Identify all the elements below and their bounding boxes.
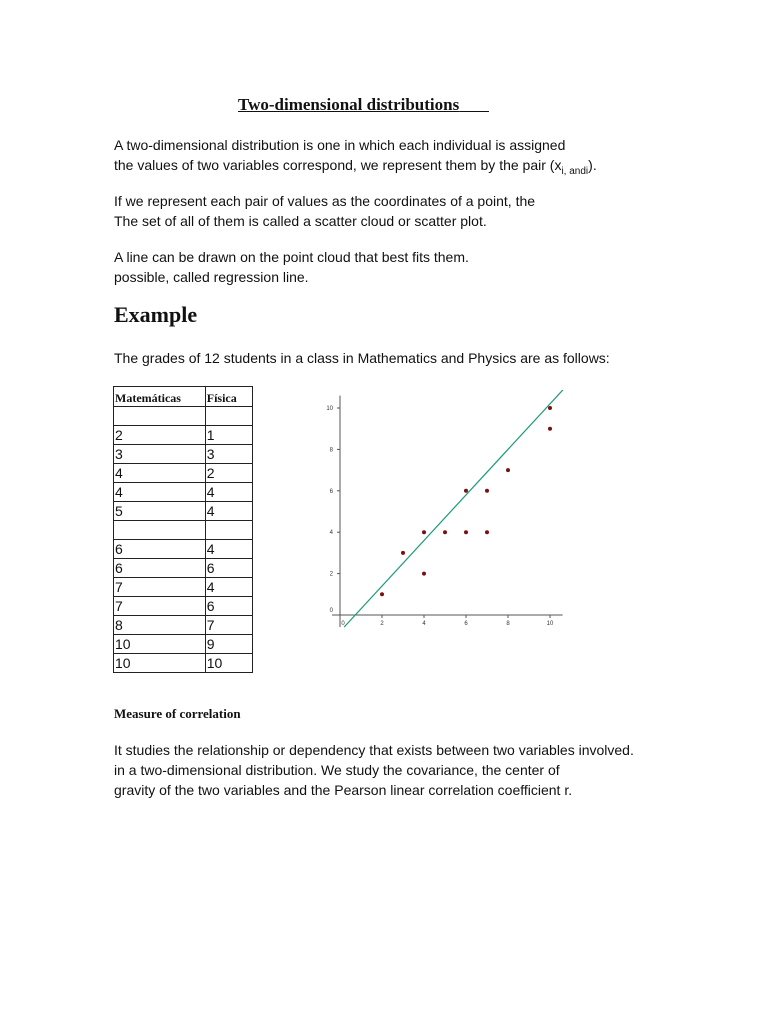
title-text: Two-dimensional distributions xyxy=(238,95,460,114)
paragraph-definition xyxy=(114,135,597,182)
table-row xyxy=(114,540,253,559)
data-point xyxy=(506,468,510,472)
cell-physics: 4 xyxy=(205,483,252,502)
x-tick-label: 10 xyxy=(546,621,554,627)
y-tick-label: 8 xyxy=(329,447,333,454)
pair-prefix: the values of two variables correspond, we represent them by the pair (x xyxy=(114,157,562,173)
y-tick-label: 2 xyxy=(329,571,333,578)
cell-math: 2 xyxy=(114,426,206,445)
paragraph-line: gravity of the two variables and the Pearson linear correlation coefficient r. xyxy=(114,782,573,798)
table-row xyxy=(114,502,253,521)
x-tick-label: 8 xyxy=(506,621,510,627)
regression-line xyxy=(344,390,570,627)
cell-physics: 2 xyxy=(205,464,252,483)
scatter-chart xyxy=(310,390,580,630)
header-math: Matemáticas xyxy=(114,387,206,407)
page-title xyxy=(238,95,489,115)
y-tick-label: 4 xyxy=(329,530,333,537)
cell-math: 6 xyxy=(114,559,206,578)
paragraph-line: It studies the relationship or dependency that exists between two variables involved. xyxy=(114,742,634,758)
table-row xyxy=(114,426,253,445)
paragraph-regression xyxy=(114,247,469,287)
data-point xyxy=(401,551,405,555)
paragraph-line: A two-dimensional distribution is one in which each individual is assigned xyxy=(114,137,566,153)
table-row xyxy=(114,521,253,540)
x-tick-label: 0 xyxy=(341,621,345,627)
paragraph-scatter xyxy=(114,191,535,231)
data-point xyxy=(443,530,447,534)
cell-math xyxy=(114,407,206,426)
example-intro: The grades of 12 students in a class in Mathematics and Physics are as follows: xyxy=(114,350,610,366)
y-tick-label: 10 xyxy=(326,406,333,412)
cell-math: 4 xyxy=(114,483,206,502)
cell-math: 3 xyxy=(114,445,206,464)
table-row xyxy=(114,635,253,654)
data-point xyxy=(464,530,468,534)
table-row xyxy=(114,616,253,635)
table-row xyxy=(114,654,253,673)
data-point xyxy=(422,530,426,534)
cell-physics: 3 xyxy=(205,445,252,464)
cell-physics: 9 xyxy=(205,635,252,654)
cell-physics: 4 xyxy=(205,578,252,597)
paragraph-line: in a two-dimensional distribution. We study the covariance, the center of xyxy=(114,762,560,778)
grades-table xyxy=(113,386,253,673)
x-tick-label: 4 xyxy=(422,621,426,627)
pair-suffix: ). xyxy=(588,157,597,173)
paragraph-correlation xyxy=(114,740,634,800)
paragraph-line xyxy=(114,155,597,182)
cell-math: 6 xyxy=(114,540,206,559)
data-point xyxy=(464,489,468,493)
paragraph-line: possible, called regression line. xyxy=(114,269,309,285)
data-point xyxy=(485,489,489,493)
table-row xyxy=(114,483,253,502)
chart-points xyxy=(380,406,552,596)
correlation-heading: Measure of correlation xyxy=(114,706,241,721)
cell-physics: 6 xyxy=(205,559,252,578)
chart-tick-labels xyxy=(326,406,554,627)
cell-math: 8 xyxy=(114,616,206,635)
table-row xyxy=(114,578,253,597)
cell-physics: 4 xyxy=(205,540,252,559)
cell-physics xyxy=(205,407,252,426)
table-row xyxy=(114,559,253,578)
paragraph-line: A line can be drawn on the point cloud that best fits them. xyxy=(114,249,469,265)
cell-math: 7 xyxy=(114,578,206,597)
cell-math: 10 xyxy=(114,635,206,654)
data-point xyxy=(380,592,384,596)
x-tick-label: 6 xyxy=(464,621,468,627)
cell-physics: 1 xyxy=(205,426,252,445)
paragraph-line: If we represent each pair of values as the coordinates of a point, the xyxy=(114,193,536,209)
data-point xyxy=(548,427,552,431)
data-point xyxy=(485,530,489,534)
cell-math: 4 xyxy=(114,464,206,483)
table-body xyxy=(114,407,253,673)
table-header-row xyxy=(114,387,253,407)
table-row xyxy=(114,445,253,464)
example-heading: Example xyxy=(114,302,198,327)
cell-math xyxy=(114,521,206,540)
cell-physics xyxy=(205,521,252,540)
table-row xyxy=(114,464,253,483)
cell-physics: 7 xyxy=(205,616,252,635)
data-point xyxy=(548,406,552,410)
paragraph-line: The set of all of them is called a scatter cloud or scatter plot. xyxy=(114,213,487,229)
y-tick-label: 6 xyxy=(329,488,333,495)
data-point xyxy=(422,572,426,576)
y-tick-label: 0 xyxy=(329,608,333,614)
cell-math: 5 xyxy=(114,502,206,521)
x-tick-label: 2 xyxy=(380,621,384,627)
table-row xyxy=(114,407,253,426)
cell-math: 7 xyxy=(114,597,206,616)
header-physics: Física xyxy=(205,387,252,407)
table-row xyxy=(114,597,253,616)
chart-regression xyxy=(344,390,570,627)
pair-subscript-x: i, and xyxy=(561,165,586,177)
cell-math: 10 xyxy=(114,654,206,673)
cell-physics: 10 xyxy=(205,654,252,673)
pair-subscript-y: i xyxy=(585,165,589,177)
cell-physics: 4 xyxy=(205,502,252,521)
cell-physics: 6 xyxy=(205,597,252,616)
